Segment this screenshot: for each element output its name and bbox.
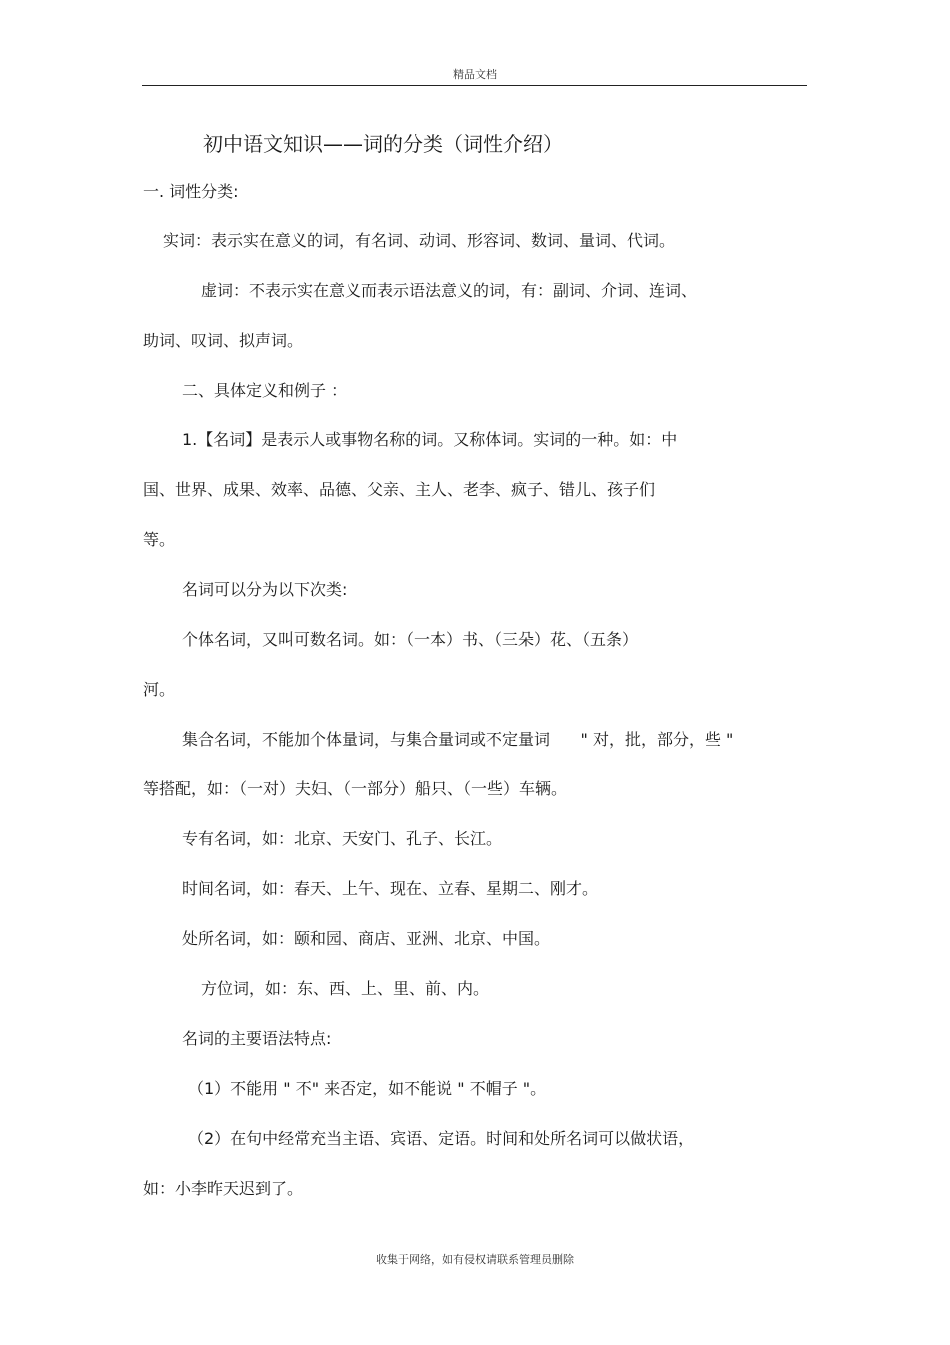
collective-noun-line-cont: 等搭配，如：（一对）夫妇、（一部分）船只、（一些）车辆。 <box>143 779 568 798</box>
page-header-label: 精品文档 <box>453 68 497 81</box>
noun-definition-line-end: 等。 <box>143 530 176 549</box>
individual-noun-line-cont: 河。 <box>143 680 176 699</box>
noun-subclass-heading: 名词可以分为以下次类: <box>182 580 348 599</box>
place-noun-line: 处所名词，如：颐和园、商店、亚洲、北京、中国。 <box>182 929 551 948</box>
section-heading-definitions: 二、具体定义和例子 ： <box>182 381 348 400</box>
individual-noun-line: 个体名词，又叫可数名词。如：（一本）书、（三朵）花、（五条） <box>182 630 639 649</box>
time-noun-line: 时间名词，如：春天、上午、现在、立春、星期二、刚才。 <box>182 879 599 898</box>
function-words-line-cont: 助词、叹词、拟声词。 <box>143 331 304 350</box>
locative-noun-line: 方位词，如：东、西、上、里、前、内。 <box>201 979 490 998</box>
header-divider <box>142 85 807 86</box>
document-title: 初中语文知识——词的分类（词性介绍） <box>203 132 563 156</box>
page-footer-label: 收集于网络，如有侵权请联系管理员删除 <box>376 1253 574 1266</box>
content-words-line: 实词：表示实在意义的词，有名词、动词、形容词、数词、量词、代词。 <box>163 231 676 250</box>
proper-noun-line: 专有名词，如：北京、天安门、孔子、长江。 <box>182 829 503 848</box>
noun-definition-line-cont: 国、世界、成果、效率、品德、父亲、主人、老李、疯子、错儿、孩子们 <box>143 480 656 499</box>
collective-noun-line: 集合名词，不能加个体量词，与集合量词或不定量词 " 对，批，部分，些 " <box>182 730 734 749</box>
grammar-feature-1: （1）不能用 " 不" 来否定，如不能说 " 不帽子 "。 <box>188 1079 547 1098</box>
function-words-line: 虚词：不表示实在意义而表示语法意义的词，有：副词、介词、连词、 <box>201 281 698 300</box>
noun-definition-line: 1.【名词】是表示人或事物名称的词。又称体词。实词的一种。如：中 <box>182 430 678 449</box>
grammar-feature-2-cont: 如：小李昨天迟到了。 <box>143 1179 304 1198</box>
grammar-feature-2: （2）在句中经常充当主语、宾语、定语。时间和处所名词可以做状语， <box>188 1129 695 1148</box>
grammar-features-heading: 名词的主要语法特点: <box>182 1029 332 1048</box>
section-heading-classification: 一. 词性分类: <box>143 182 239 201</box>
